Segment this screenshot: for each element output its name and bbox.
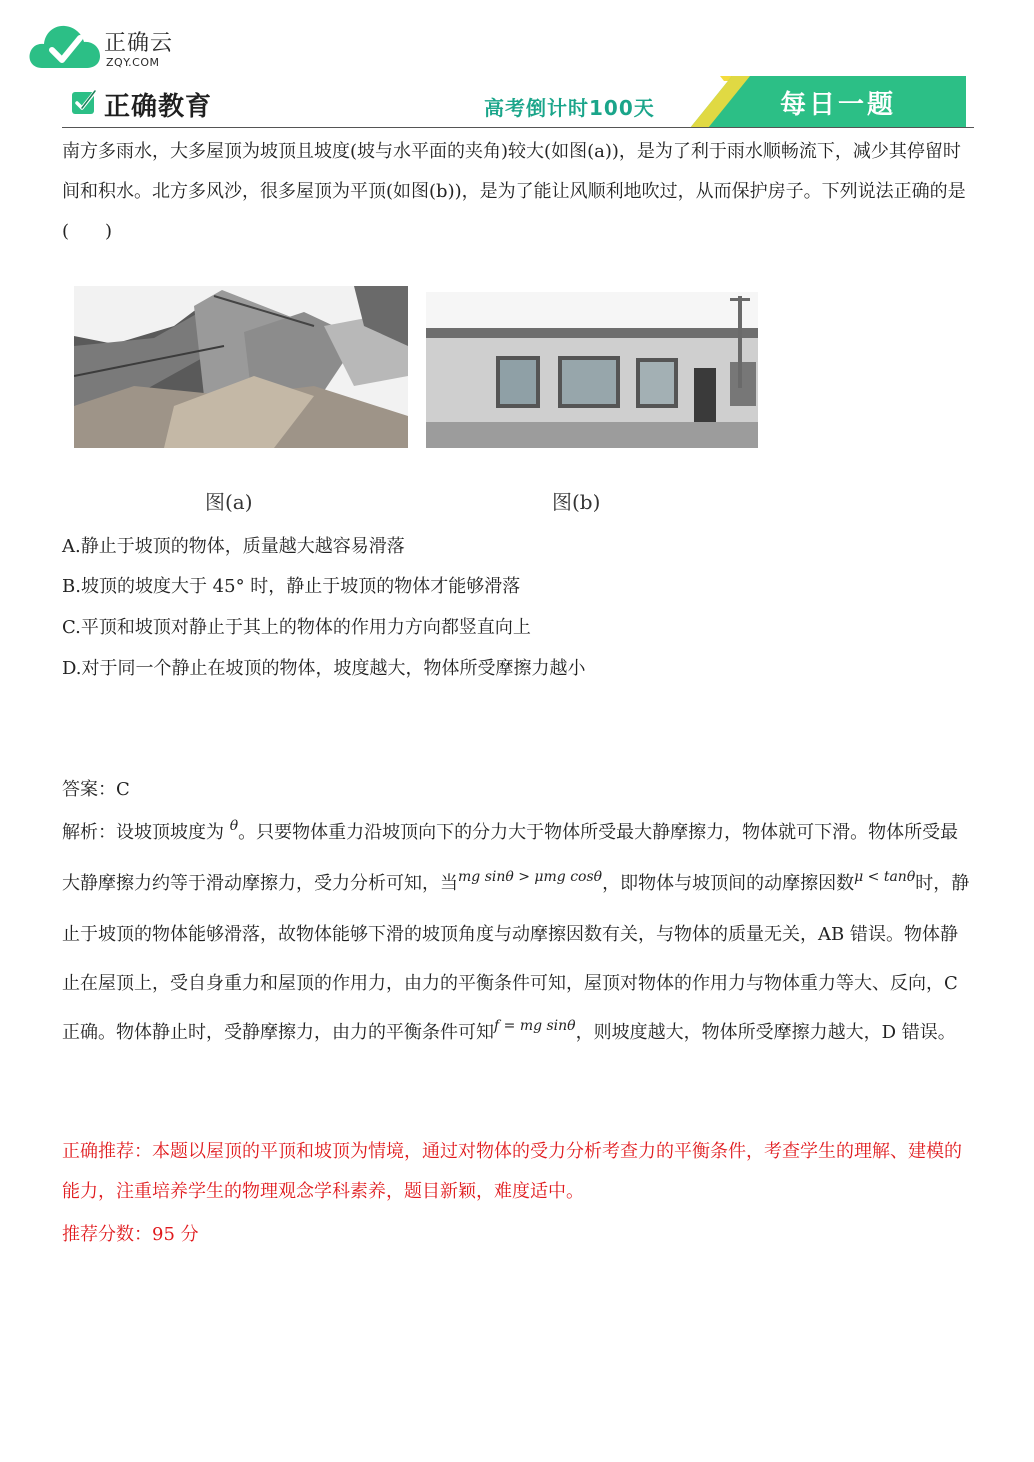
brand-logo	[28, 18, 188, 78]
figure-a-sloped-roof	[74, 286, 408, 448]
figure-a-caption: 图(a)	[205, 490, 253, 514]
header-divider	[62, 127, 974, 128]
math-friction-force: f = mg sinθ	[494, 1018, 576, 1034]
analysis-part-4: 时，静止于坡顶的物体能够滑落，故物体能够下滑的坡顶角度与动摩擦因数有关，与物体的质量无关，AB 错误。物体静止在屋顶上，受自身重力和屋顶的作用力，由力的平衡条件可知，屋顶对物体的作用力与物体重力等大、反向，C 正确。物体静止时，受静摩擦力，由力的平衡条件可知	[62, 873, 970, 1043]
figure-b-caption: 图(b)	[552, 490, 601, 514]
brand-name: 正确云	[104, 31, 174, 56]
analysis-part-1: 解析：设坡顶坡度为	[62, 822, 230, 843]
option-d: D.对于同一个静止在坡顶的物体，坡度越大，物体所受摩擦力越小	[62, 658, 586, 679]
cloud-check-icon	[28, 20, 102, 72]
analysis-part-2: 。只要物体重力沿坡顶向下的分力大于物体所受最大静摩擦力，物体就可下滑。物体所受最大静摩擦力约等于滑动摩擦力，受力分析可知，当	[62, 822, 959, 894]
math-sliding-condition: mg sinθ > μmg cosθ	[458, 869, 603, 885]
figure-b-flat-roof	[426, 292, 758, 448]
question-text: 南方多雨水，大多屋顶为坡顶且坡度(坡与水平面的夹角)较大(如图(a))，是为了利于雨水顺畅流下，减少其停留时间和积水。北方多风沙，很多屋顶为平顶(如图(b))，是为了能让风顺利地吹过，从而保护房子。下列说法正确的是( )	[62, 141, 966, 242]
brand-site: ZQY.COM	[106, 56, 160, 69]
header-title: 正确教育	[104, 92, 213, 122]
header-countdown: 高考倒计时100天	[484, 96, 655, 120]
header-daily-question: 每日一题	[780, 90, 897, 120]
math-friction-coefficient: μ < tanθ	[854, 869, 916, 885]
analysis-part-3: ，即物体与坡顶间的动摩擦因数	[602, 873, 855, 894]
option-b: B.坡顶的坡度大于 45° 时，静止于坡顶的物体才能够滑落	[62, 576, 521, 597]
option-a: A.静止于坡顶的物体，质量越大越容易滑落	[62, 536, 405, 557]
analysis-part-5: ，则坡度越大，物体所受摩擦力越大，D 错误。	[575, 1022, 956, 1043]
recommendation-text: 正确推荐：本题以屋顶的平顶和坡顶为情境，通过对物体的受力分析考查力的平衡条件，考查学生的理解、建模的能力，注重培养学生的物理观念学科素养，题目新颖，难度适中。	[62, 1141, 962, 1202]
answer-text: 答案：C	[62, 779, 130, 800]
analysis-text	[62, 808, 974, 1059]
checkbox-icon	[70, 88, 98, 116]
math-theta: θ	[229, 818, 239, 834]
recommend-score: 推荐分数：95 分	[62, 1224, 199, 1245]
option-c: C.平顶和坡顶对静止于其上的物体的作用力方向都竖直向上	[62, 617, 531, 638]
